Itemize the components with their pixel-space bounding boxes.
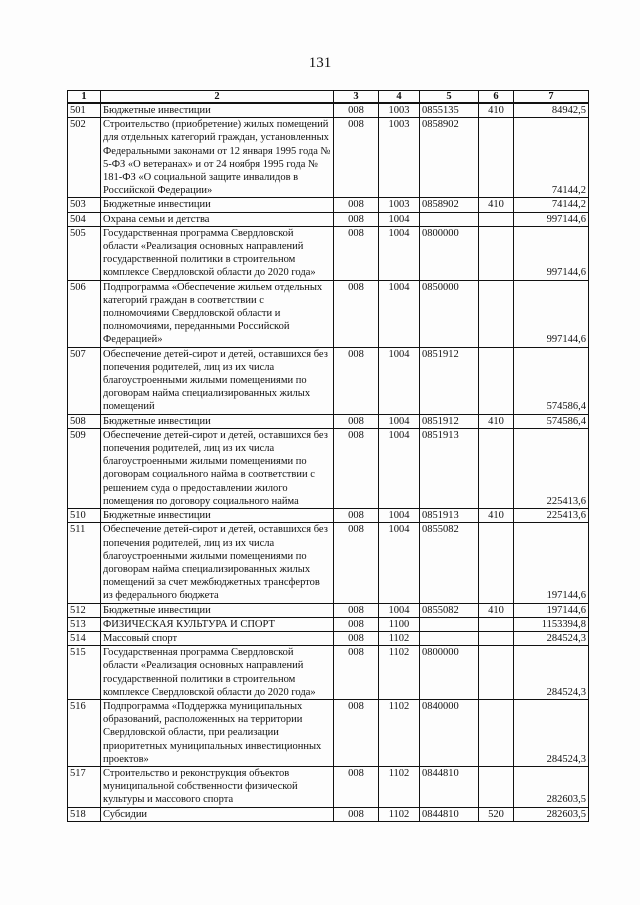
row-number-cell: 515 xyxy=(68,646,101,700)
amount-cell: 284524,3 xyxy=(514,699,589,766)
row-number-cell: 505 xyxy=(68,226,101,280)
department-code-cell: 008 xyxy=(334,226,379,280)
expense-type-cell: 520 xyxy=(479,807,514,821)
target-article-cell: 0858902 xyxy=(420,198,479,212)
target-article-cell xyxy=(420,631,479,645)
amount-cell: 574586,4 xyxy=(514,347,589,414)
item-name-cell: Подпрограмма «Обеспечение жильем отдельных категорий граждан в соответствии с полномочиями Свердловской области и полномочиями, переданными Российской Федерацией» xyxy=(101,280,334,347)
section-code-cell: 1102 xyxy=(379,699,420,766)
row-number-cell: 517 xyxy=(68,766,101,807)
item-name-cell: Строительство (приобретение) жилых помещений для отдельных категорий граждан, установленных Федеральными законами от 12 января 1995 года № 5-ФЗ «О ветеранах» и от 24 ноября 1995 года № 181-ФЗ «О социальной защите инвалидов в Российской Федерации» xyxy=(101,118,334,198)
target-article-cell: 0851913 xyxy=(420,509,479,523)
section-code-cell: 1102 xyxy=(379,631,420,645)
target-article-cell: 0840000 xyxy=(420,699,479,766)
table-row xyxy=(68,646,589,700)
table-row xyxy=(68,414,589,428)
item-name-cell: Обеспечение детей-сирот и детей, оставшихся без попечения родителей, лиц из их числа благоустроенными жилыми помещениями по договорам найма специализированных жилых помещений за счет межбюджетных трансфертов из федерального бюджета xyxy=(101,523,334,603)
table-row xyxy=(68,699,589,766)
amount-cell: 225413,6 xyxy=(514,509,589,523)
row-number-cell: 514 xyxy=(68,631,101,645)
table-row xyxy=(68,807,589,821)
department-code-cell: 008 xyxy=(334,212,379,226)
table-row xyxy=(68,617,589,631)
department-code-cell: 008 xyxy=(334,766,379,807)
table-row xyxy=(68,103,589,118)
item-name-cell: Массовый спорт xyxy=(101,631,334,645)
department-code-cell: 008 xyxy=(334,428,379,508)
expense-type-cell: 410 xyxy=(479,603,514,617)
department-code-cell: 008 xyxy=(334,103,379,118)
expense-type-cell xyxy=(479,617,514,631)
item-name-cell: Государственная программа Свердловской области «Реализация основных направлений государственной политики в строительном комплексе Свердловской области до 2020 года» xyxy=(101,226,334,280)
item-name-cell: Субсидии xyxy=(101,807,334,821)
row-number-cell: 511 xyxy=(68,523,101,603)
header-col-4: 4 xyxy=(379,91,420,104)
header-col-1: 1 xyxy=(68,91,101,104)
item-name-cell: Подпрограмма «Поддержка муниципальных образований, расположенных на территории Свердловской области, при реализации приоритетных муниципальных инвестиционных проектов» xyxy=(101,699,334,766)
target-article-cell: 0855082 xyxy=(420,603,479,617)
department-code-cell: 008 xyxy=(334,699,379,766)
section-code-cell: 1004 xyxy=(379,603,420,617)
header-col-6: 6 xyxy=(479,91,514,104)
section-code-cell: 1004 xyxy=(379,212,420,226)
row-number-cell: 504 xyxy=(68,212,101,226)
amount-cell: 997144,6 xyxy=(514,226,589,280)
row-number-cell: 516 xyxy=(68,699,101,766)
budget-table xyxy=(67,90,589,822)
item-name-cell: Обеспечение детей-сирот и детей, оставшихся без попечения родителей, лиц из их числа благоустроенными жилыми помещениями по договорам найма специализированных жилых помещений xyxy=(101,347,334,414)
row-number-cell: 502 xyxy=(68,118,101,198)
expense-type-cell: 410 xyxy=(479,103,514,118)
amount-cell: 284524,3 xyxy=(514,631,589,645)
target-article-cell: 0858902 xyxy=(420,118,479,198)
expense-type-cell: 410 xyxy=(479,414,514,428)
department-code-cell: 008 xyxy=(334,617,379,631)
expense-type-cell xyxy=(479,523,514,603)
table-row xyxy=(68,198,589,212)
row-number-cell: 506 xyxy=(68,280,101,347)
section-code-cell: 1004 xyxy=(379,280,420,347)
item-name-cell: Обеспечение детей-сирот и детей, оставшихся без попечения родителей, лиц из их числа благоустроенными жилыми помещениями по договорам социального найма в соответствии с решением суда о предоставлении жилого помещения по договору социального найма xyxy=(101,428,334,508)
header-col-5: 5 xyxy=(420,91,479,104)
row-number-cell: 507 xyxy=(68,347,101,414)
table-row xyxy=(68,118,589,198)
department-code-cell: 008 xyxy=(334,603,379,617)
department-code-cell: 008 xyxy=(334,414,379,428)
row-number-cell: 510 xyxy=(68,509,101,523)
expense-type-cell xyxy=(479,631,514,645)
section-code-cell: 1003 xyxy=(379,118,420,198)
section-code-cell: 1102 xyxy=(379,646,420,700)
section-code-cell: 1004 xyxy=(379,347,420,414)
amount-cell: 1153394,8 xyxy=(514,617,589,631)
department-code-cell: 008 xyxy=(334,523,379,603)
expense-type-cell xyxy=(479,212,514,226)
table-body xyxy=(68,103,589,821)
amount-cell: 997144,6 xyxy=(514,212,589,226)
section-code-cell: 1004 xyxy=(379,523,420,603)
expense-type-cell xyxy=(479,699,514,766)
department-code-cell: 008 xyxy=(334,807,379,821)
expense-type-cell xyxy=(479,428,514,508)
target-article-cell xyxy=(420,212,479,226)
table-row xyxy=(68,347,589,414)
amount-cell: 284524,3 xyxy=(514,646,589,700)
amount-cell: 74144,2 xyxy=(514,198,589,212)
target-article-cell: 0800000 xyxy=(420,646,479,700)
amount-cell: 84942,5 xyxy=(514,103,589,118)
expense-type-cell xyxy=(479,280,514,347)
section-code-cell: 1100 xyxy=(379,617,420,631)
expense-type-cell xyxy=(479,646,514,700)
department-code-cell: 008 xyxy=(334,631,379,645)
amount-cell: 282603,5 xyxy=(514,766,589,807)
amount-cell: 197144,6 xyxy=(514,603,589,617)
item-name-cell: Бюджетные инвестиции xyxy=(101,509,334,523)
section-code-cell: 1004 xyxy=(379,226,420,280)
item-name-cell: ФИЗИЧЕСКАЯ КУЛЬТУРА И СПОРТ xyxy=(101,617,334,631)
department-code-cell: 008 xyxy=(334,509,379,523)
table-row xyxy=(68,509,589,523)
table-row xyxy=(68,428,589,508)
section-code-cell: 1102 xyxy=(379,807,420,821)
section-code-cell: 1004 xyxy=(379,414,420,428)
page-number: 131 xyxy=(308,55,332,71)
target-article-cell xyxy=(420,617,479,631)
table-row xyxy=(68,280,589,347)
amount-cell: 74144,2 xyxy=(514,118,589,198)
target-article-cell: 0851912 xyxy=(420,347,479,414)
section-code-cell: 1003 xyxy=(379,103,420,118)
target-article-cell: 0800000 xyxy=(420,226,479,280)
header-col-2: 2 xyxy=(101,91,334,104)
expense-type-cell xyxy=(479,347,514,414)
table-row xyxy=(68,212,589,226)
table-row xyxy=(68,523,589,603)
table-row xyxy=(68,603,589,617)
section-code-cell: 1004 xyxy=(379,509,420,523)
row-number-cell: 512 xyxy=(68,603,101,617)
item-name-cell: Бюджетные инвестиции xyxy=(101,198,334,212)
target-article-cell: 0851912 xyxy=(420,414,479,428)
item-name-cell: Строительство и реконструкция объектов муниципальной собственности физической культуры и массового спорта xyxy=(101,766,334,807)
item-name-cell: Бюджетные инвестиции xyxy=(101,414,334,428)
department-code-cell: 008 xyxy=(334,118,379,198)
header-col-7: 7 xyxy=(514,91,589,104)
section-code-cell: 1102 xyxy=(379,766,420,807)
table-header-row xyxy=(68,91,589,104)
expense-type-cell xyxy=(479,226,514,280)
department-code-cell: 008 xyxy=(334,347,379,414)
row-number-cell: 518 xyxy=(68,807,101,821)
row-number-cell: 501 xyxy=(68,103,101,118)
target-article-cell: 0855082 xyxy=(420,523,479,603)
section-code-cell: 1004 xyxy=(379,428,420,508)
target-article-cell: 0844810 xyxy=(420,807,479,821)
header-col-3: 3 xyxy=(334,91,379,104)
table-row xyxy=(68,631,589,645)
row-number-cell: 508 xyxy=(68,414,101,428)
target-article-cell: 0844810 xyxy=(420,766,479,807)
row-number-cell: 513 xyxy=(68,617,101,631)
expense-type-cell: 410 xyxy=(479,198,514,212)
item-name-cell: Бюджетные инвестиции xyxy=(101,103,334,118)
target-article-cell: 0855135 xyxy=(420,103,479,118)
item-name-cell: Бюджетные инвестиции xyxy=(101,603,334,617)
department-code-cell: 008 xyxy=(334,646,379,700)
target-article-cell: 0850000 xyxy=(420,280,479,347)
table-row xyxy=(68,766,589,807)
table-row xyxy=(68,226,589,280)
target-article-cell: 0851913 xyxy=(420,428,479,508)
row-number-cell: 503 xyxy=(68,198,101,212)
amount-cell: 997144,6 xyxy=(514,280,589,347)
amount-cell: 282603,5 xyxy=(514,807,589,821)
expense-type-cell: 410 xyxy=(479,509,514,523)
department-code-cell: 008 xyxy=(334,280,379,347)
department-code-cell: 008 xyxy=(334,198,379,212)
section-code-cell: 1003 xyxy=(379,198,420,212)
amount-cell: 225413,6 xyxy=(514,428,589,508)
item-name-cell: Охрана семьи и детства xyxy=(101,212,334,226)
expense-type-cell xyxy=(479,118,514,198)
amount-cell: 574586,4 xyxy=(514,414,589,428)
row-number-cell: 509 xyxy=(68,428,101,508)
item-name-cell: Государственная программа Свердловской области «Реализация основных направлений государственной политики в строительном комплексе Свердловской области до 2020 года» xyxy=(101,646,334,700)
amount-cell: 197144,6 xyxy=(514,523,589,603)
expense-type-cell xyxy=(479,766,514,807)
